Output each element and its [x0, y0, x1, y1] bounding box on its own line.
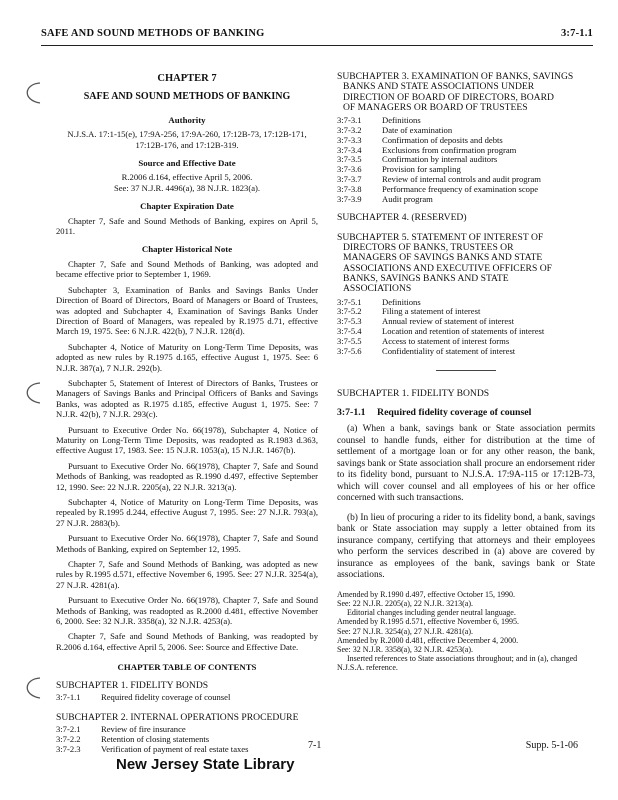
amendment-line: Amended by R.1990 d.497, effective October 15, 1990. — [337, 589, 516, 599]
toc-section-number: 3:7-3.9 — [337, 193, 362, 204]
subchapter-title-line: MANAGERS OF SAVINGS BANKS AND STATE — [343, 252, 543, 264]
amendment-line: Amended by R.2000 d.481, effective December 4, 2000. — [337, 635, 519, 645]
toc-section-number: 3:7-3.7 — [337, 173, 362, 184]
history-heading: Chapter Historical Note — [141, 244, 233, 255]
toc-section-number: 3:7-3.5 — [337, 154, 362, 165]
history-paragraph: Pursuant to Executive Order No. 66(1978), Chapter 7, Safe and Sound Methods of Banking, was readopted as R.2000 d.481, effective November 6, 2000. See: 32 N.J.R. 3358(a), 32 N.J.R. 4253(a). — [56, 595, 318, 627]
source-text: R.2006 d.164, effective April 5, 2006. — [121, 172, 253, 183]
toc-section-number: 3:7-3.8 — [337, 183, 362, 194]
amendment-line: See: 27 N.J.R. 3254(a), 27 N.J.R. 4281(a). — [337, 626, 473, 636]
page-number: 7-1 — [308, 740, 322, 751]
supplement-date: Supp. 5-1-06 — [525, 740, 578, 751]
amendment-line: See: 22 N.J.R. 2205(a), 22 N.J.R. 3213(a). — [337, 599, 473, 609]
toc-section-title: Required fidelity coverage of counsel — [101, 692, 231, 703]
amendment-history — [337, 590, 595, 673]
subchapter-title-line: SUBCHAPTER 5. STATEMENT OF INTEREST OF — [337, 231, 544, 243]
toc-section-title: Retention of closing statements — [101, 734, 210, 745]
punch-hole-mark — [18, 380, 44, 406]
chapter-title: SAFE AND SOUND METHODS OF BANKING — [83, 91, 291, 103]
history-paragraph: Subchapter 3, Examination of Banks and Savings Banks Under Direction of Board of Directors, Board of Managers or Board of Trustees, was adopted and Subchapter 4, Examination of Savings Banks Under Direction of Board of Managers, was repealed by R.1975 d.71, effective March 19, 1975. See: 6 N.J.R. 422(b), 7 N.J.R. 128(d). — [56, 284, 318, 337]
running-header — [41, 28, 593, 42]
toc-section-number: 3:7-3.1 — [337, 115, 362, 126]
expiration-text: Chapter 7, Safe and Sound Methods of Banking, expires on April 5, 2011. — [56, 215, 318, 237]
toc-subchapter-title — [337, 72, 595, 113]
toc-section-title: Audit program — [382, 193, 433, 204]
toc-list — [337, 116, 595, 204]
toc-section-title: Confidentiality of statement of interest — [382, 345, 516, 356]
history-paragraph: Chapter 7, Safe and Sound Methods of Banking, was readopted by R.2006 d.164, effective April 5, 2006. See: Source and Effective Date. — [56, 631, 318, 652]
amendment-line: Editorial changes including gender neutral language. — [347, 608, 516, 618]
divider — [436, 370, 496, 371]
toc-row — [337, 185, 595, 195]
toc-section-number: 3:7-1.1 — [56, 692, 81, 703]
header-rule — [41, 45, 593, 46]
toc-section-number: 3:7-5.4 — [337, 326, 362, 337]
toc-subchapter-title: SUBCHAPTER 2. INTERNAL OPERATIONS PROCEDURE — [56, 711, 299, 723]
toc-section-number: 3:7-3.4 — [337, 144, 362, 155]
section-title: Required fidelity coverage of counsel — [377, 406, 532, 418]
toc-row — [337, 155, 595, 165]
toc-section-number: 3:7-2.2 — [56, 734, 81, 745]
history-paragraph: Chapter 7, Safe and Sound Methods of Banking, was adopted as new rules by R.1995 d.571, effective November 6, 1995. See: 27 N.J.R. 3254(a), 27 N.J.R. 4281(a). — [56, 559, 318, 590]
amendment-line: Inserted references to State associations throughout; and in (a), changed N.J.S.A. reference. — [337, 654, 578, 673]
toc-section-number: 3:7-3.2 — [337, 124, 362, 135]
punch-hole-mark — [18, 80, 44, 106]
subchapter-title-line: SUBCHAPTER 3. EXAMINATION OF BANKS, SAVINGS — [337, 71, 574, 82]
chapter-number: CHAPTER 7 — [157, 73, 217, 84]
subchapter-title-line: DIRECTION OF BOARD OF DIRECTORS, BOARD — [343, 91, 554, 103]
toc-row — [56, 745, 318, 755]
toc-section-number: 3:7-2.3 — [56, 744, 81, 755]
toc-row — [337, 116, 595, 126]
toc-section-title: Location and retention of statements of interest — [382, 326, 545, 337]
toc-subchapter-title — [337, 233, 595, 295]
toc-section-number: 3:7-5.2 — [337, 306, 362, 317]
toc-row — [337, 195, 595, 205]
toc-section-title: Performance frequency of examination scope — [382, 183, 539, 194]
toc-section-title: Date of examination — [382, 124, 453, 135]
amendment-line: Amended by R.1995 d.571, effective November 6, 1995. — [337, 617, 520, 627]
toc-list — [56, 693, 318, 703]
header-section-number: 3:7-1.1 — [560, 28, 593, 39]
toc-list — [337, 298, 595, 357]
toc-row — [56, 693, 318, 703]
toc-heading: CHAPTER TABLE OF CONTENTS — [117, 662, 257, 673]
toc-section-title: Exclusions from confirmation program — [382, 144, 517, 155]
expiration-heading: Chapter Expiration Date — [140, 201, 234, 212]
left-column — [56, 72, 318, 755]
history-paragraph: Pursuant to Executive Order No. 66(1978), Subchapter 4, Notice of Maturity on Long-Term Time Deposits, was readopted as R.1983 d.363, effective August 17, 1983. See: 15 N.J.R. 1053(a), 15 N.J.R. 1467(b). — [56, 424, 318, 456]
toc-section-number: 3:7-5.1 — [337, 296, 362, 307]
subchapter-title-line: DIRECTORS OF BANKS, TRUSTEES OR — [343, 242, 514, 254]
subchapter-title-line: OF MANAGERS OR BOARD OF TRUSTEES — [343, 101, 528, 113]
toc-section-number: 3:7-5.5 — [337, 335, 362, 346]
toc-section-number: 3:7-3.3 — [337, 134, 362, 145]
section-number: 3:7-1.1 — [337, 406, 366, 418]
toc-subchapter-title: SUBCHAPTER 1. FIDELITY BONDS — [56, 679, 209, 691]
toc-section-title: Verification of payment of real estate taxes — [101, 744, 249, 755]
section-heading — [337, 408, 595, 418]
toc-section-title: Annual review of statement of interest — [382, 316, 514, 327]
toc-section-title: Review of fire insurance — [101, 724, 186, 735]
toc-section-title: Provision for sampling — [382, 164, 461, 175]
library-watermark: New Jersey State Library — [116, 756, 295, 773]
toc-section-number: 3:7-5.3 — [337, 316, 362, 327]
history-paragraph: Chapter 7, Safe and Sound Methods of Banking, was adopted and became effective prior to September 1, 1969. — [56, 258, 318, 280]
paragraph-a: (a) When a bank, savings bank or State association permits counsel to handle funds, either for distribution at the time of settlement of a mortgage loan or for any other reason, the bank, savings bank or State association shall procure an endorsement rider to its fidelity bond, pursuant to N.J.S.A. 17:9A-115 or 17:12B-73, which will cover counsel and all employees of his or her office concerned with such transactions. — [337, 424, 595, 504]
subchapter-title-line: ASSOCIATIONS — [343, 283, 412, 295]
source-citation: See: 37 N.J.R. 4496(a), 38 N.J.R. 1823(a). — [113, 182, 261, 193]
history-paragraph: Pursuant to Executive Order No. 66(1978), Chapter 7, Safe and Sound Methods of Banking, expired on September 12, 1995. — [56, 533, 318, 554]
history-paragraph: Subchapter 4, Notice of Maturity on Long-Term Time Deposits, was repealed by R.1995 d.244, effective August 7, 1995. See: 27 N.J.R. 793(a), 27 N.J.R. 2883(b). — [56, 497, 318, 528]
source-heading: Source and Effective Date — [138, 158, 236, 169]
header-title: SAFE AND SOUND METHODS OF BANKING — [41, 28, 265, 39]
toc-section-number: 3:7-2.1 — [56, 724, 81, 735]
toc-subchapter-title: SUBCHAPTER 4. (RESERVED) — [337, 212, 467, 224]
toc-section-title: Access to statement of interest forms — [382, 335, 510, 346]
toc-section-title: Definitions — [382, 115, 421, 126]
toc-section-title: Confirmation by internal auditors — [382, 154, 498, 165]
subchapter-title-line: BANKS, SAVINGS BANKS AND STATE — [343, 273, 509, 285]
toc-section-title: Definitions — [382, 296, 421, 307]
authority-text: N.J.S.A. 17:1-15(e), 17:9A-256, 17:9A-260, 17:12B-73, 17:12B-171, 17:12B-176, and 17:12B-319. — [67, 129, 307, 150]
toc-section-number: 3:7-5.6 — [337, 345, 362, 356]
paragraph-b: (b) In lieu of procuring a rider to its fidelity bond, a bank, savings bank or State association may supply a letter obtained from its insurance company, certifying that attorneys and their employees who perform the services described in (a) above are covered by insurance as employees of the bank, savings bank or State associations. — [337, 512, 595, 581]
subchapter-title-line: ASSOCIATIONS AND EXECUTIVE OFFICERS OF — [343, 262, 552, 274]
toc-section-title: Confirmation of deposits and debts — [382, 134, 503, 145]
toc-row — [337, 347, 595, 357]
toc-section-title: Review of internal controls and audit program — [382, 173, 541, 184]
authority-heading: Authority — [168, 114, 206, 125]
history-paragraph: Subchapter 5, Statement of Interest of Directors of Banks, Trustees or Managers of Savings Banks and Principal Officers of Banks and Savings Banks, was adopted as R.1975 d.185, effective August 1, 1975. See: 7 N.J.R. 42(b), 7 N.J.R. 293(c). — [56, 377, 318, 420]
right-column — [337, 72, 595, 673]
toc-list — [56, 725, 318, 754]
punch-hole-mark — [18, 675, 44, 701]
toc-section-number: 3:7-3.6 — [337, 164, 362, 175]
body-subchapter-title: SUBCHAPTER 1. FIDELITY BONDS — [337, 388, 490, 400]
history-paragraph: Subchapter 4, Notice of Maturity on Long-Term Time Deposits, was adopted as new rules by R.1975 d.165, effective August 1, 1975. See: 6 N.J.R. 387(a), 7 N.J.R. 292(b). — [56, 341, 318, 373]
subchapter-title-line: BANKS AND STATE ASSOCIATIONS UNDER — [343, 81, 535, 93]
toc-section-title: Filing a statement of interest — [382, 306, 481, 317]
history-note — [56, 259, 318, 652]
amendment-line: See: 32 N.J.R. 3358(a), 32 N.J.R. 4253(a). — [337, 645, 473, 655]
history-paragraph: Pursuant to Executive Order No. 66(1978), Chapter 7, Safe and Sound Methods of Banking, was readopted as R.1990 d.497, effective September 12, 1990. See: 22 N.J.R. 2205(a), 22 N.J.R. 3213(a). — [56, 460, 318, 492]
